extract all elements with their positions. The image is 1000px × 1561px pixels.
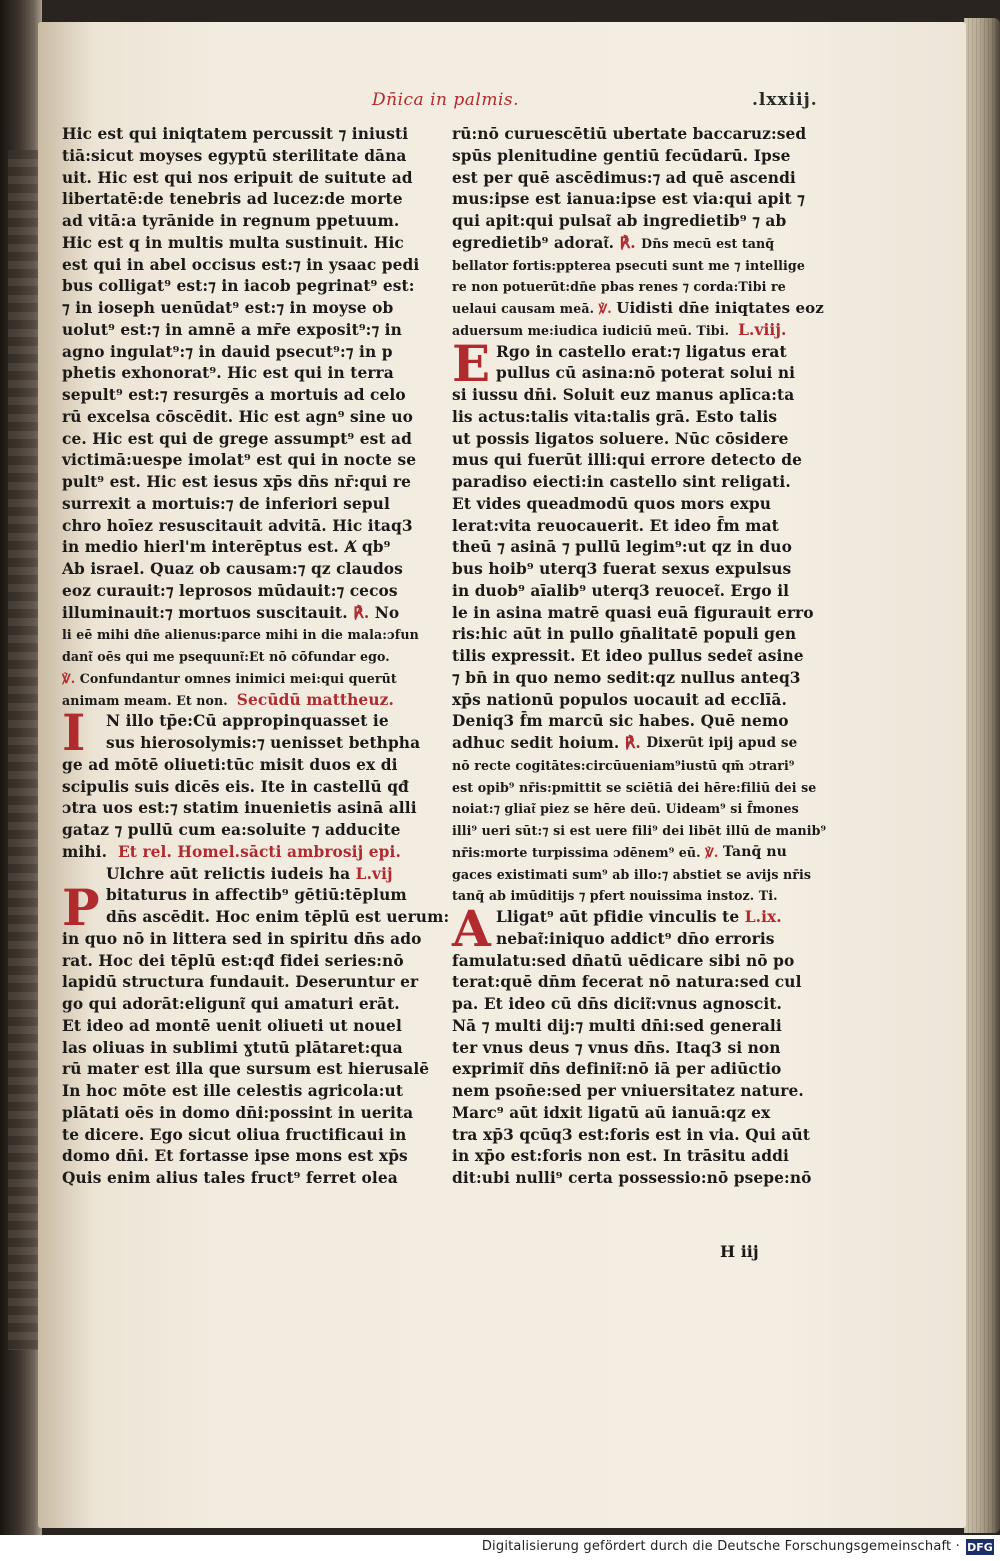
responsory-line: illuminauit:⁊ mortuos suscitauit. ℟. No [62, 603, 407, 625]
text-line: in quo nō in littera sed in spiritu dn̄s ado [62, 929, 422, 948]
text-line: noiat:⁊ gliat͂ piez se hēre deū. Uideam⁹ si f̄mones [452, 801, 799, 817]
gospel-block [62, 703, 421, 842]
versicle-marker: ℣. [62, 670, 76, 686]
text-line: nō recte cogitātes:circūueniam⁹iustū qm̄ ɔtrari⁹ [452, 757, 795, 773]
responsory-line: adhuc sedit hoium. ℟. Dixerūt ipij apud se [452, 734, 798, 752]
text-line: mus:ipse est ianua:ipse est via:qui apit ⁊ [452, 190, 805, 209]
responsory-text: dant͂ oēs qui me psequunt͂:Et nō cōfundar ego. [62, 649, 390, 664]
text-line: ris:hic aūt in pullo gn̄alitatē populi gen [452, 625, 797, 644]
lesson-mark: L.ix. [744, 908, 782, 926]
text-line: nem pson̄e:sed per vniuersitatez nature. [452, 1082, 804, 1100]
text-line: ad vitā:a tyrānide in regnum ppetuum. [62, 212, 400, 230]
text-line: te dicere. Ego sicut oliua fructificaui in [62, 1125, 407, 1144]
text-line: Quis enim alius tales fruct⁹ ferret olea [62, 1169, 398, 1187]
book-fore-edge [964, 18, 1000, 1533]
versicle-line: aduersum me:iudica iudiciū meū. Tibi. L.viij. [452, 320, 797, 342]
text-line: eoz curauit:⁊ leprosos mūdauit:⁊ cecos [62, 581, 398, 600]
text-line: qui apit:qui pulsat͂ ab ingredietib⁹ ⁊ ab [452, 212, 787, 230]
lesson8-block [452, 333, 814, 734]
text-line: pa. Et ideo cū dn̄s dicit͂:vnus agnoscit. [452, 995, 782, 1013]
text-line: chro hoīez resuscitauit advitā. Hic itaq3 [62, 516, 413, 535]
text-line: Hic est q in multis multa sustinuit. Hic [62, 233, 404, 252]
text-line: ce. Hic est qui de grege assumpt⁹ est ad [62, 429, 412, 448]
text-line: Deniq3 f̄m marcū sic habes. Quē nemo [452, 712, 789, 731]
responsory-text: re non potuerūt:dn̄e pbas renes ⁊ corda:Tibi re [452, 279, 786, 295]
text-line: Et ideo ad montē uenit oliueti ut nouel [62, 1016, 402, 1035]
lesson9-block [452, 899, 812, 1190]
text-line: terat:quē dn̄m fecerat nō natura:sed cul [452, 973, 802, 992]
text-line: xp̄s nationū populos uocauit ad ecclīā. [452, 690, 787, 709]
initial-E: E [452, 333, 491, 393]
text-line: bus colligat⁹ est:⁊ in iacob pegrinat⁹ est: [62, 277, 415, 296]
text-line: paradiso eiecti:in castello sint religati. [452, 473, 791, 491]
text-line: uit. Hic est qui nos eripuit de suitute ad [62, 168, 413, 187]
text-line: gataz ⁊ pullū cum ea:soluite ⁊ adducite [62, 821, 401, 839]
left-column [62, 124, 450, 1190]
text-line: lerat:vita reuocauerit. Et ideo f̄m mat [452, 516, 779, 535]
homily-rubric: Et rel. Homel.sācti ambrosij epi. [117, 842, 401, 861]
versicle-line: animam meam. Et non. Secūdū mattheuz. [62, 690, 407, 712]
text-line: lis actus:talis vita:talis grā. Esto talis [452, 407, 778, 426]
text-line: Et vides queadmodū quos mors expu [452, 494, 772, 513]
footer-bar [0, 1535, 1000, 1561]
versicle-line: nr̄is:morte turpissima ɔdēnem⁹ eū. ℣. Tanq̄ nu [452, 843, 787, 860]
text-line: spūs plenitudine gentiū fecūdarū. Ipse [452, 146, 791, 165]
versicle-line: uelaui causam meā. ℣. Uidisti dn̄e iniqtates eoz [452, 299, 824, 317]
text-line: ⁊ bn̄ in quo nemo sedit:qz nullus anteq3 [452, 668, 801, 687]
text-line: victimā:uespe imolat⁹ est qui in nocte se [62, 451, 417, 470]
text-line: uolut⁹ est:⁊ in amnē a mr̄e exposit⁹:⁊ in [62, 320, 402, 339]
text-line: N illo tp̄e:Cū appropinquasset ie [106, 712, 389, 731]
homily-line: Ulchre aūt relictis iudeis ha L.vij [106, 864, 407, 886]
text-line: nebat͂:iniquo addict⁹ dn̄o erroris [496, 929, 775, 948]
text-line: las oliuas in sublimi ɣtutū plātaret:qua [62, 1038, 403, 1057]
right-column [452, 124, 827, 1190]
versicle-line: ℣. Confundantur omnes inimici mei:qui querūt [62, 668, 407, 690]
text-line: ɔtra uos est:⁊ statim inuenietis asinā alli [62, 799, 417, 818]
text-line: rū excelsa cōscēdit. Hic est agn⁹ sine uo [62, 407, 413, 426]
initial-I: I [62, 703, 86, 763]
responsory-marker: ℟. [353, 603, 370, 622]
text-line: lapidū structura fundauit. Deseruntur er [62, 973, 419, 992]
text-line: Nā ⁊ multi dij:⁊ multi dn̄i:sed generali [452, 1016, 782, 1035]
text-line: est opib⁹ nr̄is:pmittit se sciētiā dei hēre:filiū dei se [452, 779, 817, 795]
text-line: Hic est qui iniqtatem percussit ⁊ iniusti [62, 125, 409, 143]
responsory-line: egredietib⁹ adorat͂. ℟. Dn̄s mecū est tanq̄ [452, 233, 775, 252]
text-line: phetis exhonorat⁹. Hic est qui in terra [62, 364, 394, 383]
text-line: agno ingulat⁹:⁊ in dauid psecut⁹:⁊ in p [62, 342, 393, 361]
folio-number: .lxxiij. [752, 90, 818, 110]
text-line: pullus cū asina:nō poterat solui ni [496, 364, 796, 383]
text-line: theū ⁊ asinā ⁊ pullū legim⁹:ut qz in duo [452, 538, 792, 557]
catchword-signature: H iij [720, 1242, 759, 1261]
text-line: scipulis suis dicēs eis. Ite in castellū qđ [62, 777, 409, 796]
text-line: famulatu:sed dn̄atū uēdicare sibi nō po [452, 951, 795, 970]
text-line: rat. Hoc dei tēplū est:qđ fidei series:nō [62, 951, 404, 970]
funding-credit: Digitalisierung gefördert durch die Deutsche Forschungsgemeinschaft · [481, 1539, 960, 1554]
responsory-text: bellator fortis:ppterea psecuti sunt me ⁊ intellige [452, 257, 805, 273]
text-line: plātati oēs in domo dn̄i:possint in uerita [62, 1103, 414, 1122]
text-line: sepult⁹ est:⁊ resurgēs a mortuis ad celo [62, 386, 406, 404]
facing-page-text [8, 150, 38, 1350]
text-line: est per quē ascēdimus:⁊ ad quē ascendi [452, 168, 796, 187]
initial-A: A [452, 899, 491, 958]
text-line: go qui adorāt:eligunt͂ qui amaturi erāt. [62, 995, 400, 1013]
text-line: ⁊ in ioseph uenūdat⁹ est:⁊ in moyse ob [62, 299, 394, 317]
text-line: Rgo in castello erat:⁊ ligatus erat [496, 342, 787, 361]
homily-block [62, 864, 450, 1190]
homily-rubric-line: mihi. Et rel. Homel.sācti ambrosij epi. [62, 842, 407, 864]
text-line: ter vnus deus ⁊ vnus dn̄s. Itaq3 si non [452, 1038, 781, 1057]
lesson-mark: L.viij. [738, 320, 787, 339]
text-line: in duob⁹ aīalib⁹ uterq3 reuocet͂. Ergo il [452, 581, 790, 600]
text-line: si iussu dn̄i. Soluit euz manus aplīca:ta [452, 386, 795, 404]
text-line: ut possis ligatos soluere. Nūc cōsidere [452, 429, 789, 448]
text-line: dn̄s ascēdit. Hoc enim tēplū est uerum: [106, 908, 450, 926]
initial-P: P [62, 877, 100, 937]
text-line: exprimit͂ dn̄s definit͂:nō iā per adiūctio [452, 1060, 782, 1079]
text-line: bus hoib⁹ uterq3 fuerat sexus expulsus [452, 560, 792, 578]
text-line: dit:ubi nulli⁹ certa possessio:nō psepe:nō [452, 1169, 812, 1187]
text-line: sus hierosolymis:⁊ uenisset bethpha [106, 734, 421, 752]
text-line: mus qui fuerūt illi:qui errore detecto de [452, 451, 802, 470]
text-line: surrexit a mortuis:⁊ de inferiori sepul [62, 494, 390, 513]
lesson-mark: L.vij [355, 864, 393, 883]
text-line: In hoc mōte est ille celestis agricola:ut [62, 1082, 404, 1100]
text-line: rū mater est illa que sursum est hierusalē [62, 1060, 430, 1079]
text-line: rū:nō curuescētiū ubertate baccaruz:sed [452, 125, 807, 143]
versicle-text: gaces existimati sum⁹ ab illo:⁊ abstiet se avijs nr̄is [452, 866, 812, 882]
text-line: in xp̄o est:foris non est. In trāsitu addi [452, 1147, 789, 1166]
dfg-logo: DFG [967, 1540, 993, 1554]
text-line: tiā:sicut moyses egyptū sterilitate dāna [62, 146, 407, 165]
text-line: in medio hierl'm interēptus est. Ⱥ qb⁹ [62, 538, 391, 557]
text-line: Marc⁹ aūt idxit ligatū aū ianuā:qz ex [452, 1103, 771, 1122]
text-line: tilis expressit. Et ideo pullus sedet͂ asine [452, 647, 804, 665]
versicle-text: tanq̄ ab imūditijs ⁊ pfert nouissima instoz. Ti. [452, 888, 778, 904]
text-line: illi⁹ ueri sūt:⁊ si est uere fili⁹ dei libēt illū de manib⁹ [452, 823, 827, 838]
text-line: le in asina matrē quasi euā figurauit erro [452, 603, 814, 622]
text-line: Ab israel. Quaz ob causam:⁊ qz claudos [62, 560, 403, 578]
gospel-rubric: Secūdū mattheuz. [236, 690, 394, 709]
responsory-text: li eē mihi dn̄e alienus:parce mihi in die mala:ɔfun [62, 627, 419, 643]
lesson9-line: Lligat⁹ aūt pfidie vinculis te L.ix. [496, 907, 797, 929]
text-line: domo dn̄i. Et fortasse ipse mons est xp̄s [62, 1147, 408, 1166]
text-line: est qui in abel occisus est:⁊ in ysaac pedi [62, 255, 420, 274]
text-line: ge ad mōtē oliueti:tūc misit duos ex di [62, 755, 398, 774]
text-line: bitaturus in affectib⁹ gētiū:tēplum [106, 886, 407, 905]
running-title: Dn̄ica in palmis. [372, 90, 520, 110]
text-line: tra xp̄3 qcūq3 est:foris est in via. Qui aūt [452, 1125, 810, 1144]
text-line: libertatē:de tenebris ad lucez:de morte [62, 190, 403, 209]
text-line: pult⁹ est. Hic est iesus xp̄s dn̄s nr̄:qui re [62, 473, 412, 491]
